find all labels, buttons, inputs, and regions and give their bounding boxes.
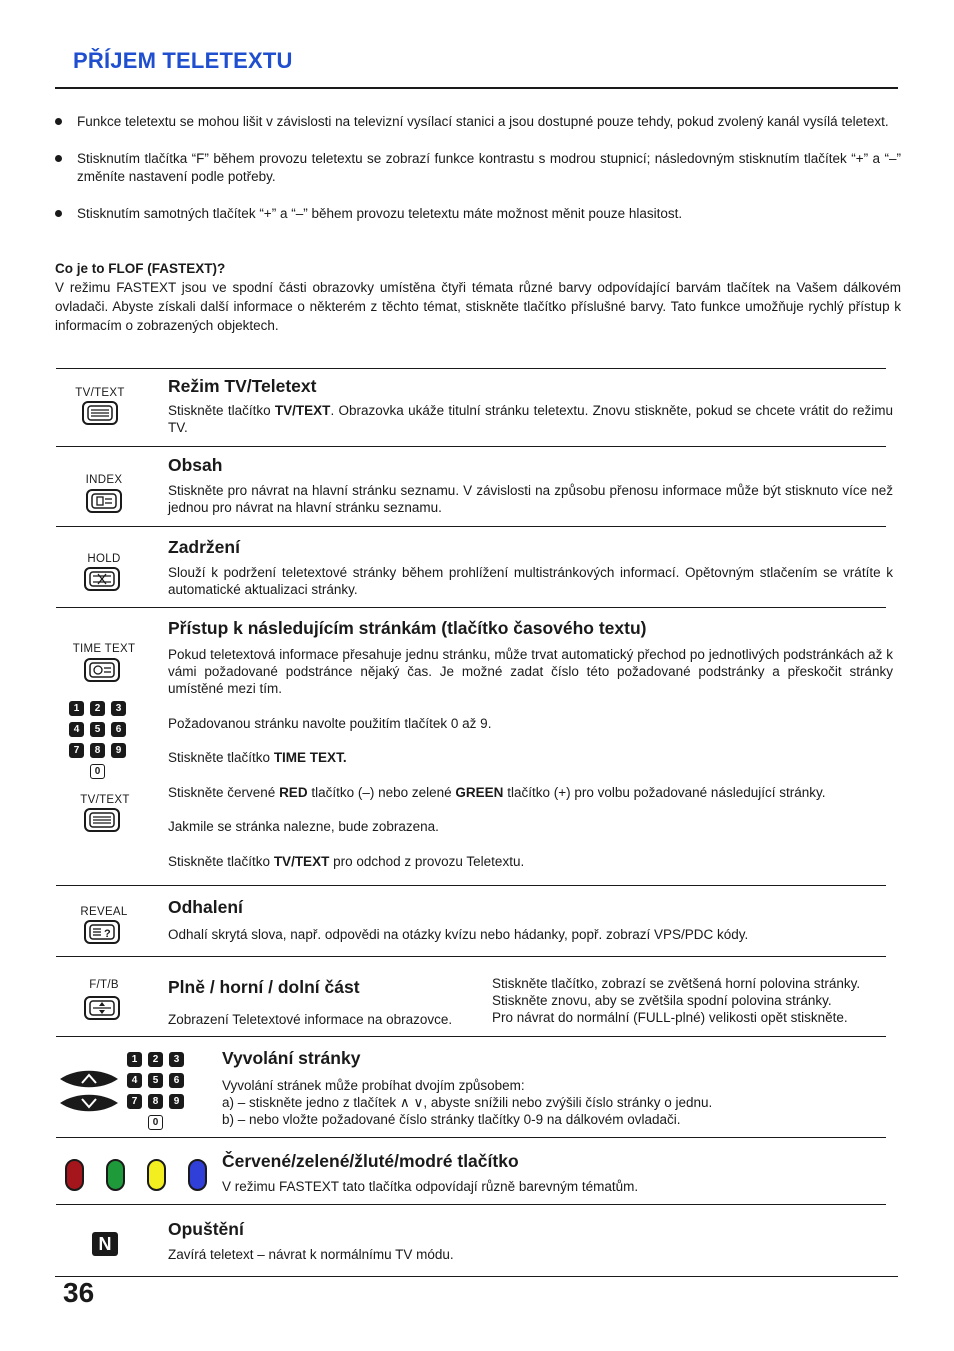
ftb-text: Zobrazení Teletextové informace na obrazovce. [168,1012,453,1027]
hold-button-label: HOLD [87,553,121,565]
up-down-arrow-keys-icon[interactable] [58,1068,120,1114]
key-5[interactable]: 5 [90,722,105,737]
flof-text: V režimu FASTEXT jsou ve spodní části obrazovky umístěna čtyři témata různé barvy odpovídající barvám tlačítek na Vašem dálkovém ovladači. Abyste získali další informace o některém z těchto témat, stiskněte tlačítko příslušné barvy. Tato funkce umožňuje rychlý přístup k informacím o zobrazených objektech. [55,280,901,333]
bullet-item: Stisknutím samotných tlačítek “+” a “–” během provozu teletextu máte možnost měnit pouze hlasitost. [55,205,901,223]
key-8[interactable]: 8 [90,743,105,758]
index-button-icon[interactable] [86,489,122,513]
reveal-text: Odhalí skrytá slova, např. odpovědi na otázky kvízu nebo hádanky, popř. zobrazí VPS/PDC kódy. [168,927,749,942]
reveal-title: Odhalení [168,897,243,917]
key-5[interactable]: 5 [148,1073,163,1088]
timetext-p3: Stiskněte tlačítko TIME TEXT. [168,750,347,765]
blue-button[interactable] [188,1159,207,1191]
intro-bullets [55,113,901,242]
tvtext-button-label: TV/TEXT [75,387,125,399]
timetext-p5: Jakmile se stránka nalezne, bude zobrazena. [168,819,439,834]
size-toggle-icon [86,998,118,1018]
tvtext-button-icon-2[interactable] [84,808,120,832]
key-4[interactable]: 4 [69,722,84,737]
timetext-p2: Požadovanou stránku navolte použitím tlačítek 0 až 9. [168,716,492,731]
exit-title: Opuštění [168,1219,244,1239]
call-text: Vyvolání stránek může probíhat dvojím způsobem: a) – stiskněte jedno z tlačítek ∧ ∨, abyste snížili nebo zvýšili číslo stránky o jednu. b) – nebo vložte požadované číslo stránky tlačítky 0-9 na dálkovém ovladači. [222,1078,713,1127]
footer-rule [55,1276,898,1277]
timetext-title: Přístup k následujícím stránkám (tlačítko časového textu) [168,618,647,638]
timetext-button-icon[interactable] [84,658,120,682]
timetext-p6: Stiskněte tlačítko TV/TEXT pro odchod z provozu Teletextu. [168,854,525,869]
yellow-button[interactable] [147,1159,166,1191]
exit-text: Zavírá teletext – návrat k normálnímu TV módu. [168,1247,454,1262]
key-1[interactable]: 1 [69,701,84,716]
tvtext-title: Režim TV/Teletext [168,376,317,396]
red-button[interactable] [65,1159,84,1191]
section-divider [56,1137,886,1138]
key-7[interactable]: 7 [127,1094,142,1109]
hold-button-icon[interactable] [84,567,120,591]
hold-text: Slouží k podržení teletextové stránky během prohlížení multistránkových informací. Opětovným stlačením se vrátíte k automatické aktualizaci stránky. [168,565,893,597]
key-0[interactable]: 0 [90,764,105,779]
tvtext-button-icon[interactable] [82,401,118,425]
key-6[interactable]: 6 [169,1073,184,1088]
key-9[interactable]: 9 [111,743,126,758]
ftb-title: Plně / horní / dolní část [168,977,360,997]
section-divider [56,885,886,886]
flof-heading: Co je to FLOF (FASTEXT)? [55,261,226,276]
bullet-item: Funkce teletextu se mohou lišit v závislosti na televizní vysílací stanici a jsou dostupné pouze tehdy, pokud zvolený kanál vysílá teletext. [55,113,901,131]
key-3[interactable]: 3 [169,1052,184,1067]
key-0[interactable]: 0 [148,1115,163,1130]
index-icon [88,491,120,511]
section-divider [56,446,886,447]
section-divider [56,368,886,369]
bullet-item: Stisknutím tlačítka “F” během provozu teletextu se zobrazí funkce kontrastu s modrou stupnicí; následovným stisknutím tlačítek “+” a “–” změníte nastavení podle potřeby. [55,150,901,186]
n-button[interactable]: N [92,1232,118,1256]
header-rule [55,87,898,89]
page-number: 36 [63,1277,95,1308]
index-button-label: INDEX [85,474,123,486]
bullet-dot-icon [55,210,62,217]
tvtext-text: Stiskněte tlačítko TV/TEXT. Obrazovka ukáže titulní stránku teletextu. Znovu stiskněte, pokud se chcete vrátit do režimu TV. [168,403,893,435]
section-divider [56,1036,886,1037]
teletext-lines-icon [86,810,118,830]
clock-text-icon [86,660,118,680]
teletext-lines-icon [84,403,116,423]
hold-icon [86,569,118,589]
svg-text:?: ? [104,928,111,940]
key-8[interactable]: 8 [148,1094,163,1109]
hold-title: Zadržení [168,537,240,557]
key-1[interactable]: 1 [127,1052,142,1067]
key-7[interactable]: 7 [69,743,84,758]
colors-text: V režimu FASTEXT tato tlačítka odpovídají různě barevným tématům. [222,1179,639,1194]
call-title: Vyvolání stránky [222,1048,361,1068]
ftb-button-label: F/T/B [89,979,119,991]
tvtext-button-label-2: TV/TEXT [80,794,130,806]
timetext-button-label: TIME TEXT [72,643,136,655]
section-divider [56,956,886,957]
timetext-p4: Stiskněte červené RED tlačítko (–) nebo zelené GREEN tlačítko (+) pro volbu požadované následující stránky. [168,785,826,800]
bullet-dot-icon [55,155,62,162]
index-text: Stiskněte pro návrat na hlavní stránku seznamu. V závislosti na způsobu přenosu informace může být stisknuto více než jednou pro návrat na hlavní stránku seznamu. [168,483,893,515]
reveal-button-icon[interactable] [84,920,120,944]
key-6[interactable]: 6 [111,722,126,737]
colors-title: Červené/zelené/žluté/modré tlačítko [222,1151,519,1171]
key-3[interactable]: 3 [111,701,126,716]
section-divider [56,607,886,608]
index-title: Obsah [168,455,223,475]
key-9[interactable]: 9 [169,1094,184,1109]
question-icon [86,922,118,942]
key-2[interactable]: 2 [148,1052,163,1067]
section-divider [56,1204,886,1205]
page-title: PŘÍJEM TELETEXTU [73,48,293,73]
key-4[interactable]: 4 [127,1073,142,1088]
green-button[interactable] [106,1159,125,1191]
bullet-dot-icon [55,118,62,125]
ftb-right-text: Stiskněte tlačítko, zobrazí se zvětšená horní polovina stránky. Stiskněte znovu, aby se zvětšila spodní polovina stránky. Pro návrat do normální (FULL-plné) velikosti opět stiskněte. [492,976,861,1025]
section-divider [56,526,886,527]
flof-block [55,259,901,335]
timetext-p1: Pokud teletextová informace přesahuje jednu stránku, může trvat automatický přechod po jednotlivých podstránkách až k vámi požadované podstránce nějaký čas. Je možné zadat číslo této požadované podstránky a přeskočit stránky umístěné mezi tím. [168,647,893,696]
ftb-button-icon[interactable] [84,996,120,1020]
reveal-button-label: REVEAL [80,906,128,918]
key-2[interactable]: 2 [90,701,105,716]
